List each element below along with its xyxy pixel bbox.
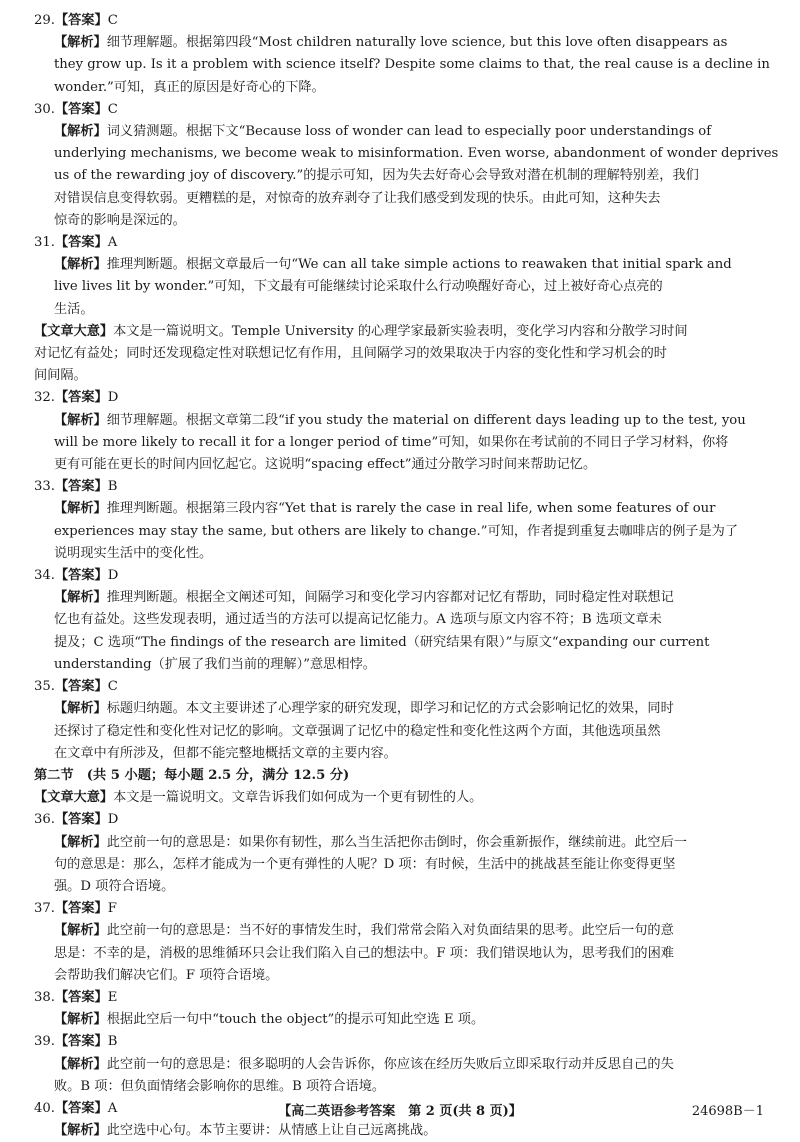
footer-page-info: 【高二英语参考答案 第 2 页(共 8 页)】 <box>278 1104 522 1119</box>
answer-line <box>34 99 774 121</box>
analysis-text: 败。B 项：但负面情绪会影响你的思维。B 项符合语境。 <box>54 1078 386 1094</box>
answer-tag: 【答案】 <box>54 812 108 828</box>
question-number: 35. <box>34 679 55 695</box>
analysis-text: 此空前一句的意思是：很多聪明的人会告诉你，你应该在经历失败后立即采取行动并反思自己的失 <box>106 1056 674 1072</box>
page-footer <box>0 1100 800 1120</box>
analysis-text: 标题归纳题。本文主要讲述了心理学家的研究发现，即学习和记忆的方式会影响记忆的效果，同时 <box>106 701 674 717</box>
analysis-line <box>34 698 774 720</box>
answer-letter: C <box>107 679 118 695</box>
answer-line <box>34 987 774 1009</box>
analysis-text: 惊奇的影响是深远的。 <box>54 212 186 228</box>
answer-tag: 【答案】 <box>54 101 108 117</box>
answer-tag: 【答案】 <box>54 901 108 917</box>
analysis-text: 更有可能在更长的时间内回忆起它。这说明“spacing effect”通过分散学习时间来帮助记忆。 <box>54 457 597 473</box>
analysis-text: 会帮助我们解决它们。F 项符合语境。 <box>54 967 279 983</box>
analysis-line <box>34 1120 774 1142</box>
answer-tag: 【答案】 <box>54 479 108 495</box>
analysis-text: 此空前一句的意思是：当不好的事情发生时，我们常常会陷入对负面结果的思考。此空后一句的意 <box>106 923 674 939</box>
analysis-text: 句的意思是：那么，怎样才能成为一个更有弹性的人呢？D 项：有时候，生活中的挑战甚至能让你变得更坚 <box>54 856 676 872</box>
answer-line <box>34 232 774 254</box>
analysis-text: 忆也有益处。这些发现表明，通过适当的方法可以提高记忆能力。A 选项与原文内容不符；B 选项文章未 <box>54 612 662 628</box>
answer-line <box>34 387 774 409</box>
analysis-tag: 【解析】 <box>54 701 107 717</box>
analysis-text: 细节理解题。根据第四段“Most children naturally love science, but this love often disappears as <box>106 35 728 51</box>
answer-letter: A <box>107 1100 118 1116</box>
answer-tag: 【答案】 <box>54 13 108 28</box>
answer-letter: A <box>107 235 118 251</box>
analysis-line <box>34 410 774 432</box>
analysis-text: 对错误信息变得软弱。更糟糕的是，对惊奇的放弃剥夺了让我们感受到发现的快乐。由此可知，这种失去 <box>54 190 661 206</box>
analysis-tag: 【解析】 <box>54 1123 107 1139</box>
analysis-tag: 【解析】 <box>54 590 107 606</box>
analysis-line <box>34 121 774 143</box>
answer-line <box>34 565 774 587</box>
answer-key-content <box>34 10 779 1142</box>
answer-letter: B <box>107 479 118 495</box>
question-number: 33. <box>34 479 55 495</box>
question-number: 29. <box>34 13 55 28</box>
answer-tag: 【答案】 <box>54 235 108 251</box>
analysis-line <box>34 1009 774 1031</box>
answer-tag: 【答案】 <box>54 1100 108 1116</box>
analysis-text: 细节理解题。根据文章第二段“if you study the material on different days leading up to the test, you <box>106 412 746 428</box>
analysis-text: 生活。 <box>54 301 94 317</box>
answer-letter: F <box>107 901 117 917</box>
analysis-text: live lives lit by wonder.”可知，下文最有可能继续讨论采取什么行动唤醒好奇心，过上被好奇心点亮的 <box>54 279 663 295</box>
analysis-text: 在文章中有所涉及，但都不能完整地概括文章的主要内容。 <box>54 745 397 761</box>
analysis-tag: 【解析】 <box>54 124 107 140</box>
answer-line <box>34 898 774 920</box>
analysis-text: 思是：不幸的是，消极的思维循环只会让我们陷入自己的想法中。F 项：我们错误地认为，思考我们的困难 <box>54 945 674 961</box>
analysis-text: 根据此空后一句中“touch the object”的提示可知此空选 E 项。 <box>106 1012 485 1028</box>
passage-summary-text: 对记忆有益处；同时还发现稳定性对联想记忆有作用，且间隔学习的效果取决于内容的变化性和学习机会的时 <box>34 346 667 362</box>
analysis-text: understanding（扩展了我们当前的理解）”意思相悖。 <box>54 656 376 672</box>
analysis-text: 推理判断题。根据文章最后一句“We can all take simple actions to reawaken that initial spark and <box>106 257 732 273</box>
answer-tag: 【答案】 <box>54 989 108 1005</box>
question-number: 31. <box>34 235 55 251</box>
answer-letter: B <box>107 1034 118 1050</box>
analysis-line <box>34 32 774 54</box>
question-number: 34. <box>34 568 55 584</box>
passage-summary-tag: 【文章大意】 <box>34 323 114 339</box>
analysis-tag: 【解析】 <box>54 501 107 517</box>
analysis-text: will be more likely to recall it for a longer period of time”可知，如果你在考试前的不同日子学习材料，你将 <box>54 434 729 450</box>
passage-summary-tag: 【文章大意】 <box>34 790 114 806</box>
analysis-text: 提及；C 选项“The findings of the research are limited（研究结果有限）”与原文“expanding our current <box>54 634 710 650</box>
passage-summary-line <box>34 787 774 809</box>
analysis-tag: 【解析】 <box>54 412 107 428</box>
answer-letter: D <box>107 390 119 406</box>
answer-letter: D <box>107 812 119 828</box>
passage-summary-text: 本文是一篇说明文。Temple University 的心理学家最新实验表明，变化学习内容和分散学习时间 <box>113 323 688 339</box>
question-number: 30. <box>34 101 55 117</box>
analysis-tag: 【解析】 <box>54 35 107 51</box>
analysis-tag: 【解析】 <box>54 834 107 850</box>
analysis-text: 词义猜测题。根据下文“Because loss of wonder can lead to especially poor understandings of <box>106 124 712 140</box>
analysis-text: 推理判断题。根据第三段内容“Yet that is rarely the case in real life, when some features of our <box>106 501 716 517</box>
answer-line <box>34 676 774 698</box>
answer-tag: 【答案】 <box>54 679 108 695</box>
analysis-text: 说明现实生活中的变化性。 <box>54 545 213 561</box>
question-number: 32. <box>34 390 55 406</box>
analysis-tag: 【解析】 <box>54 257 107 273</box>
analysis-line <box>34 587 774 609</box>
analysis-text: 还探讨了稳定性和变化性对记忆的影响。文章强调了记忆中的稳定性和变化性这两个方面，其他选项虽然 <box>54 723 661 739</box>
question-number: 39. <box>34 1034 55 1050</box>
analysis-line <box>34 1054 774 1076</box>
passage-summary-text: 本文是一篇说明文。文章告诉我们如何成为一个更有韧性的人。 <box>113 790 483 806</box>
answer-tag: 【答案】 <box>54 568 108 584</box>
analysis-text: experiences may stay the same, but others are likely to change.”可知，作者提到重复去咖啡店的例子是为了 <box>54 523 739 539</box>
question-number: 36. <box>34 812 55 828</box>
analysis-line <box>34 920 774 942</box>
analysis-tag: 【解析】 <box>54 1012 107 1028</box>
answer-line <box>34 476 774 498</box>
analysis-text: 强。D 项符合语境。 <box>54 878 175 894</box>
analysis-tag: 【解析】 <box>54 1056 107 1072</box>
passage-summary-text: 间间隔。 <box>34 368 87 384</box>
answer-line <box>34 809 774 831</box>
answer-letter: C <box>107 13 118 28</box>
analysis-tag: 【解析】 <box>54 923 107 939</box>
passage-summary-line <box>34 321 774 343</box>
footer-doc-code: 24698B－1 <box>691 1104 764 1119</box>
answer-tag: 【答案】 <box>54 1034 108 1050</box>
answer-letter: D <box>107 568 119 584</box>
analysis-line <box>34 254 774 276</box>
question-number: 38. <box>34 989 55 1005</box>
question-number: 40. <box>34 1100 55 1116</box>
answer-letter: C <box>107 101 118 117</box>
analysis-line <box>34 832 774 854</box>
answer-tag: 【答案】 <box>54 390 108 406</box>
analysis-text: wonder.”可知，真正的原因是好奇心的下降。 <box>54 79 325 95</box>
analysis-text: 此空选中心句。本节主要讲：从情感上让自己远离挑战。 <box>106 1123 437 1139</box>
analysis-text: 此空前一句的意思是：如果你有韧性，那么当生活把你击倒时，你会重新振作，继续前进。此空后一 <box>106 834 687 850</box>
answer-line <box>34 1031 774 1053</box>
section-heading: 第二节 (共 5 小题；每小题 2.5 分，满分 12.5 分) <box>34 767 350 783</box>
answer-letter: E <box>107 989 118 1005</box>
analysis-text: underlying mechanisms, we become weak to misinformation. Even worse, abandonment of wonder deprives <box>54 146 779 162</box>
analysis-line <box>34 498 774 520</box>
answer-line <box>34 10 774 32</box>
question-number: 37. <box>34 901 55 917</box>
analysis-text: they grow up. Is it a problem with science itself? Despite some claims to that, the real cause is a decline in <box>54 57 770 73</box>
analysis-text: us of the rewarding joy of discovery.”的提示可知，因为失去好奇心会导致对潜在机制的理解特别差，我们 <box>54 168 699 184</box>
analysis-text: 推理判断题。根据全文阐述可知，间隔学习和变化学习内容都对记忆有帮助，同时稳定性对联想记 <box>106 590 674 606</box>
